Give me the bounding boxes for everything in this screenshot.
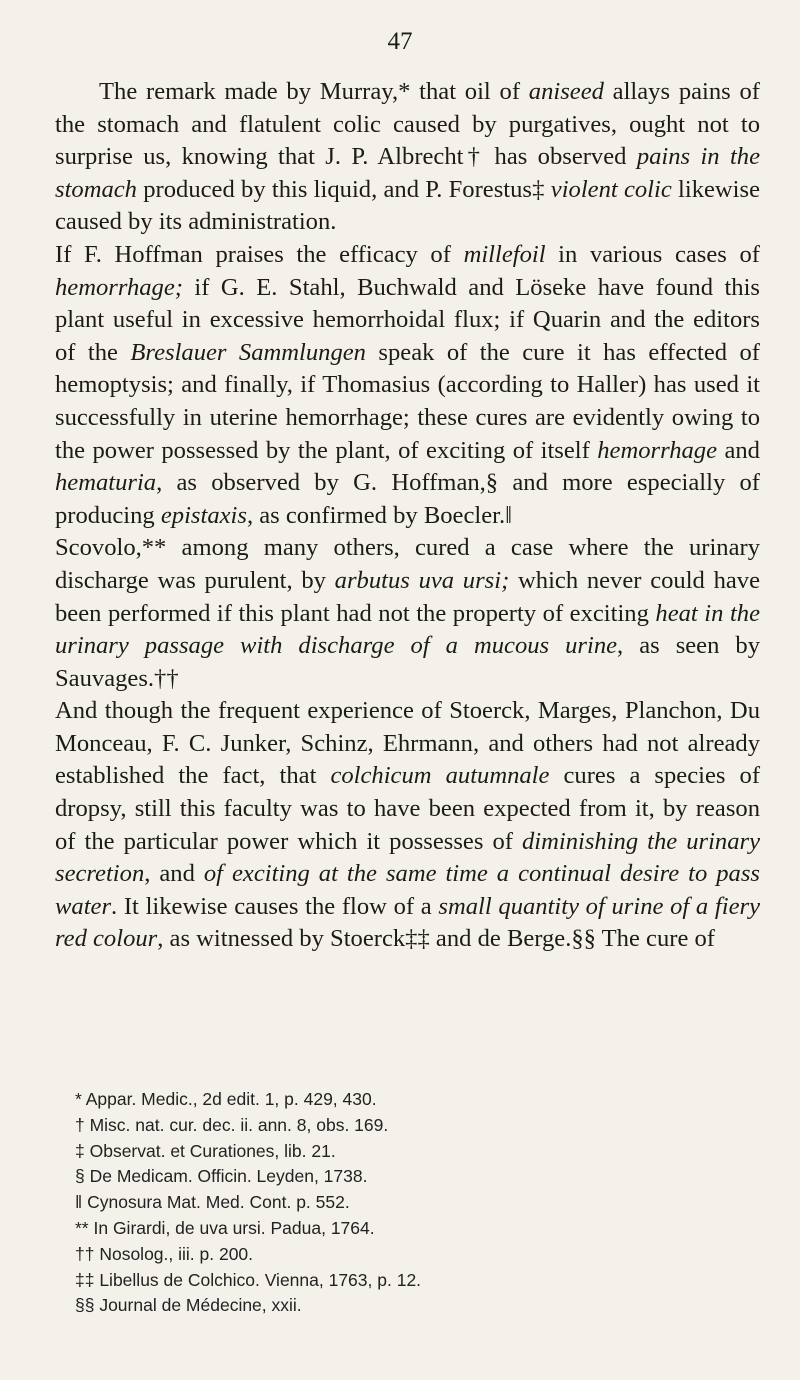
text-run: which never could have been performed if this plant had not the property of exciting [55, 566, 760, 627]
text-run: , as seen by Sauvages.†† [55, 632, 760, 692]
body-text [55, 76, 760, 956]
footnote: § De Medicam. Officin. Leyden, 1738. [75, 1166, 368, 1187]
italic-text: pains in the stomach [55, 143, 760, 203]
footnote: ‖ Cynosura Mat. Med. Cont. p. 552. [75, 1192, 350, 1213]
paragraph [55, 532, 760, 695]
text-run: allays pains of the stomach and flatulent colic caused by purgatives, ought not to surprise us, knowing that J. P. Albrecht† has observed [55, 78, 760, 171]
italic-text: hematuria [55, 469, 157, 497]
italic-text: of exciting at the same time a continual desire to pass water [55, 860, 760, 920]
italic-text: arbutus uva ursi; [334, 566, 510, 594]
text-run: , as confirmed by Boecler.‖ [246, 501, 513, 529]
footnotes [75, 1087, 755, 1319]
italic-text: diminishing the urinary secretion [55, 827, 760, 888]
text-run: If F. Hoffman praises the efficacy of [55, 240, 464, 268]
italic-text: Breslauer Sammlungen [130, 338, 366, 366]
paragraph [55, 239, 760, 532]
italic-text: small quantity of urine of a fiery red colour [55, 892, 760, 953]
text-run: The remark made by Murray,* that oil of [99, 78, 529, 105]
footnote: †† Nosolog., iii. p. 200. [75, 1243, 254, 1264]
footnote: §§ Journal de Médecine, xxii. [75, 1295, 302, 1316]
footnote: ‡ Observat. et Curationes, lib. 21. [75, 1140, 336, 1161]
text-run: in various cases of [545, 240, 760, 268]
paragraph [55, 695, 760, 956]
footnote: ‡‡ Libellus de Colchico. Vienna, 1763, p. 12. [75, 1269, 422, 1290]
text-run: if G. E. Stahl, Buchwald and Löseke have found this plant useful in excessive hemorrhoidal flux; if Quarin and the editors of the [55, 273, 760, 366]
text-run: and [717, 436, 760, 464]
italic-text: colchicum autumnale [330, 762, 550, 790]
footnote: ** In Girardi, de uva ursi. Padua, 1764. [75, 1217, 375, 1238]
text-run: speak of the cure it has effected of hemoptysis; and finally, if Thomasius (according to Haller) has used it successfully in uterine hemorrhage; these cures are evidently owing to the power possessed by the plant, of exciting of itself [55, 338, 760, 464]
italic-text: epistaxis [160, 501, 247, 529]
text-run: produced by this liquid, and P. Forestus‡ [136, 175, 551, 203]
text-run: likewise caused by its administration. [55, 175, 761, 236]
text-run: And though the frequent experience of Stoerck, Marges, Planchon, Du Monceau, F. C. Junker, Schinz, Ehrmann, and others had not already established the fact, that [55, 697, 760, 790]
text-run: , as witnessed by Stoerck‡‡ and de Berge.§§ The cure of [157, 925, 716, 953]
footnote: * Appar. Medic., 2d edit. 1, p. 429, 430. [75, 1089, 377, 1109]
text-run: Scovolo,** among many others, cured a case where the urinary discharge was purulent, by [55, 534, 760, 594]
italic-text: heat in the urinary passage with discharge of a mucous urine [55, 599, 760, 660]
italic-text: millefoil [463, 240, 546, 268]
italic-text: hemorrhage; [55, 273, 183, 301]
footnote: † Misc. nat. cur. dec. ii. ann. 8, obs. 169. [75, 1114, 389, 1135]
page-number: 47 [387, 28, 413, 55]
text-run: , and [144, 860, 204, 888]
text-run: . It likewise causes the flow of a [111, 892, 439, 920]
text-run: , as observed by G. Hoffman,§ and more especially of producing [55, 469, 760, 529]
text-run: cures a species of dropsy, still this faculty was to have been expected from it, by reason of the particular power which it possesses of [55, 762, 761, 855]
italic-text: aniseed [528, 78, 604, 105]
italic-text: hemorrhage [597, 436, 718, 464]
paragraph [55, 76, 760, 239]
italic-text: violent colic [550, 175, 672, 203]
